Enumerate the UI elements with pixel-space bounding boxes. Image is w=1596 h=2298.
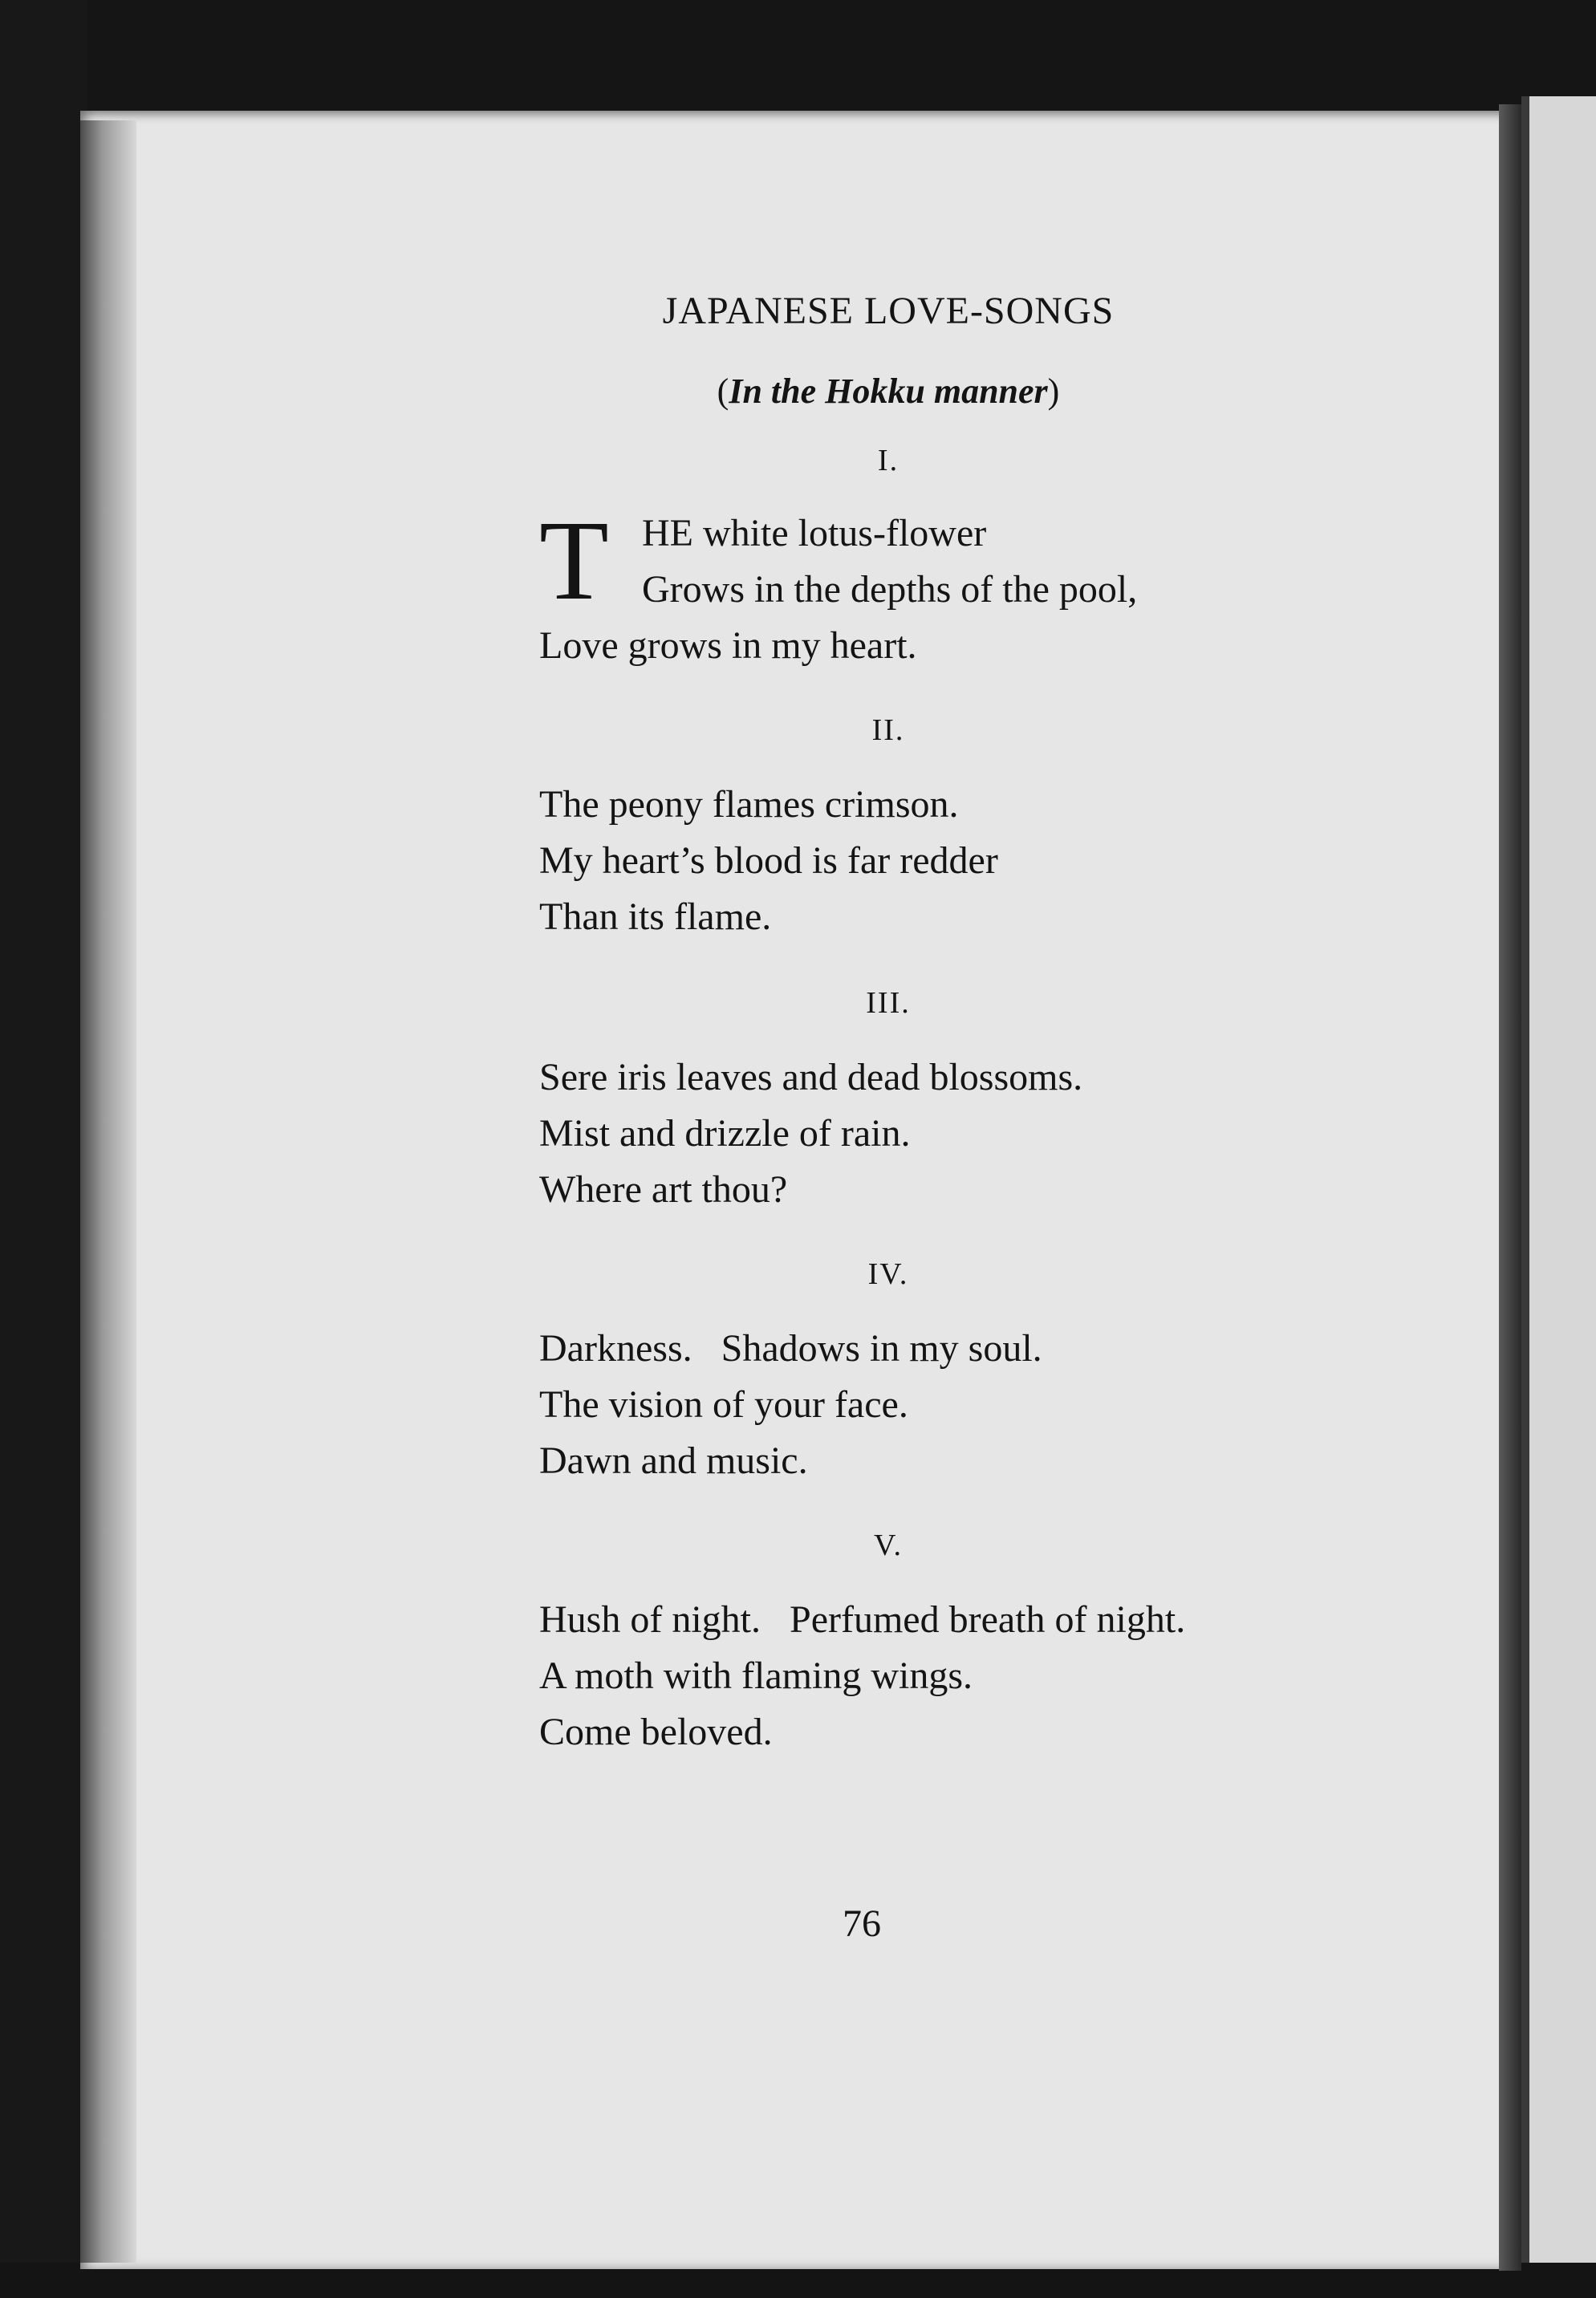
page-subtitle	[627, 371, 1149, 412]
stanza-line: The peony flames crimson.	[539, 783, 959, 826]
stanza-line: Love grows in my heart.	[539, 624, 917, 667]
stanza-line: Dawn and music.	[539, 1439, 808, 1482]
section-numeral-4: IV.	[867, 1257, 909, 1291]
book-gutter	[1499, 104, 1521, 2271]
stanza-line: Darkness. Shadows in my soul.	[539, 1327, 1042, 1370]
stanza-line: A moth with flaming wings.	[539, 1654, 973, 1697]
stanza-line: The vision of your face.	[539, 1383, 908, 1426]
stanza-3	[539, 1050, 1342, 1218]
stanza-2	[539, 777, 1342, 945]
section-numeral-5: V.	[873, 1529, 904, 1562]
subtitle-text: In the Hokku manner	[729, 371, 1048, 411]
subtitle-close-paren: )	[1047, 371, 1060, 411]
stanza-line: Sere iris leaves and dead blossoms.	[539, 1056, 1083, 1098]
page-title: JAPANESE LOVE-SONGS	[662, 290, 1115, 332]
page-number: 76	[843, 1902, 881, 1945]
subtitle-open-paren: (	[717, 371, 729, 411]
scan-background-left	[0, 0, 88, 2298]
section-numeral-3: III.	[866, 986, 911, 1020]
section-numeral-1: I.	[877, 444, 900, 477]
stanza-1	[539, 497, 1342, 674]
stanza-line-text: HE white lotus-flower	[642, 512, 987, 554]
stanza-4	[539, 1321, 1342, 1489]
stanza-line: Grows in the depths of the pool,	[642, 568, 1138, 611]
stanza-line: My heart’s blood is far redder	[539, 839, 998, 882]
drop-cap: T	[539, 497, 609, 623]
section-numeral-2: II.	[871, 713, 905, 747]
facing-page-edge	[1521, 96, 1596, 2263]
scan-background-top	[0, 0, 1596, 112]
stanza-line: Come beloved.	[539, 1711, 773, 1753]
stanza-line: Where art thou?	[539, 1168, 788, 1211]
stanza-5	[539, 1592, 1342, 1760]
page-spine-shadow	[80, 120, 136, 2263]
stanza-line: Hush of night. Perfumed breath of night.	[539, 1598, 1186, 1641]
stanza-line: Than its flame.	[539, 895, 772, 938]
stanza-line: Mist and drizzle of rain.	[539, 1112, 911, 1155]
